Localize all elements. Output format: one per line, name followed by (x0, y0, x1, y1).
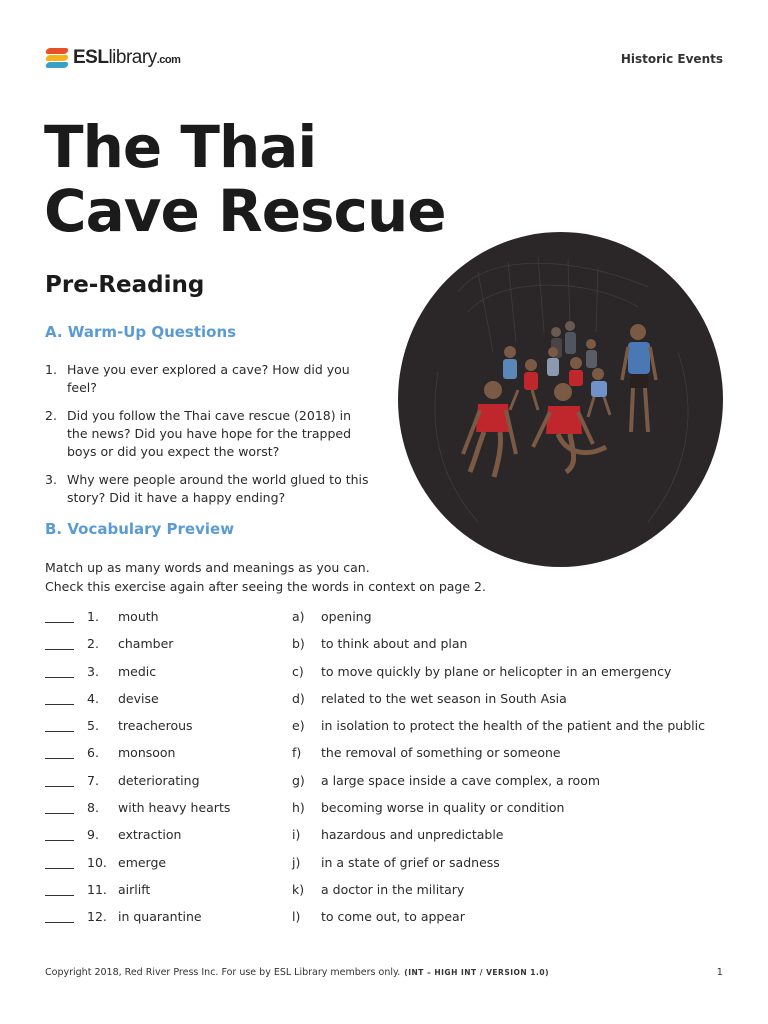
title-line-1: The Thai (44, 113, 317, 181)
vocab-word: with heavy hearts (118, 800, 231, 816)
answer-blank[interactable] (45, 731, 74, 732)
vocab-row (45, 826, 735, 853)
definition-text: opening (321, 609, 372, 624)
vocab-word: mouth (118, 609, 159, 624)
vocab-word: treacherous (118, 718, 193, 734)
vocab-row (45, 608, 735, 635)
vocab-number: 2. (87, 636, 99, 652)
answer-blank[interactable] (45, 622, 74, 623)
answer-blank[interactable] (45, 677, 74, 678)
page-title (44, 115, 446, 243)
definition-letter: a) (292, 609, 305, 624)
section-title: Pre-Reading (45, 272, 205, 298)
vocab-word: extraction (118, 827, 182, 843)
vocab-number: 12. (87, 909, 107, 925)
vocab-number: 4. (87, 690, 99, 706)
vocab-word: chamber (118, 636, 174, 652)
vocab-word: airlift (118, 881, 151, 897)
definition-text: to think about and plan (321, 636, 468, 652)
question-item (45, 361, 375, 397)
definition-letter: l) (292, 909, 301, 925)
question-number: 3. (45, 472, 57, 487)
vocab-row (45, 772, 735, 799)
vocab-number: 5. (87, 718, 99, 734)
definition-text: the removal of something or someone (321, 745, 561, 761)
definition-letter: f) (292, 745, 302, 761)
vocab-word: emerge (118, 854, 167, 870)
answer-blank[interactable] (45, 649, 74, 650)
vocab-list (45, 608, 735, 936)
definition-text: hazardous and unpredictable (321, 827, 504, 843)
vocab-number: 3. (87, 663, 99, 679)
answer-blank[interactable] (45, 786, 74, 787)
definition-text: a doctor in the military (321, 881, 465, 897)
vocab-number: 11. (87, 881, 107, 897)
question-number: 2. (45, 408, 57, 423)
vocab-row (45, 690, 735, 717)
question-number: 1. (45, 362, 57, 377)
definition-letter: i) (292, 827, 301, 843)
vocab-row (45, 799, 735, 826)
definition-letter: g) (292, 772, 305, 788)
question-item (45, 471, 375, 507)
vocab-row (45, 663, 735, 690)
question-text: Did you follow the Thai cave rescue (2018) in the news? Did you have hope for the trapped boys or did you expect the worst? (67, 408, 352, 459)
vocab-row (45, 881, 735, 908)
definition-letter: d) (292, 690, 305, 706)
logo-stripes-icon (46, 46, 70, 70)
vocab-row (45, 717, 735, 744)
vocab-row (45, 854, 735, 881)
vocab-row (45, 908, 735, 935)
answer-blank[interactable] (45, 868, 74, 869)
answer-blank[interactable] (45, 895, 74, 896)
answer-blank[interactable] (45, 704, 74, 705)
esl-library-logo (46, 44, 180, 72)
vocab-word: devise (118, 690, 159, 706)
vocab-word: medic (118, 663, 157, 679)
version-label: (INT – HIGH INT / VERSION 1.0) (404, 968, 549, 977)
definition-text: a large space inside a cave complex, a room (321, 772, 601, 788)
definition-letter: e) (292, 718, 305, 734)
definition-letter: c) (292, 663, 304, 679)
definition-text: in isolation to protect the health of the patient and the public (321, 718, 705, 734)
vocab-word: in quarantine (118, 909, 202, 925)
definition-letter: k) (292, 881, 305, 897)
question-text: Why were people around the world glued to this story? Did it have a happy ending? (67, 472, 369, 505)
vocab-number: 10. (87, 854, 107, 870)
definition-text: related to the wet season in South Asia (321, 690, 567, 706)
answer-blank[interactable] (45, 813, 74, 814)
vocab-row (45, 635, 735, 662)
footer (45, 967, 549, 978)
warmup-questions (45, 361, 375, 517)
vocab-instructions (45, 558, 486, 596)
vocab-number: 1. (87, 609, 99, 624)
definition-text: to move quickly by plane or helicopter in an emergency (321, 663, 672, 679)
title-line-2: Cave Rescue (44, 177, 446, 245)
vocab-number: 7. (87, 772, 99, 788)
definition-letter: b) (292, 636, 305, 652)
logo-text: ESLlibrary.com (73, 47, 181, 68)
question-text: Have you ever explored a cave? How did you feel? (67, 362, 350, 395)
definition-text: in a state of grief or sadness (321, 854, 500, 870)
answer-blank[interactable] (45, 840, 74, 841)
cave-illustration (398, 232, 723, 567)
instruction-line-2: Check this exercise again after seeing the words in context on page 2. (45, 579, 486, 594)
vocab-number: 8. (87, 800, 99, 816)
cave-boys-illustration-icon (398, 232, 723, 567)
answer-blank[interactable] (45, 758, 74, 759)
warmup-heading: A. Warm-Up Questions (45, 323, 237, 341)
vocab-heading: B. Vocabulary Preview (45, 520, 235, 538)
vocab-number: 6. (87, 745, 99, 761)
definition-text: becoming worse in quality or condition (321, 800, 565, 816)
copyright-text: Copyright 2018, Red River Press Inc. For use by ESL Library members only. (45, 967, 401, 978)
definition-text: to come out, to appear (321, 909, 465, 925)
vocab-row (45, 744, 735, 771)
question-item (45, 407, 375, 461)
definition-letter: j) (292, 854, 301, 870)
vocab-word: monsoon (118, 745, 176, 761)
vocab-number: 9. (87, 827, 99, 843)
page-number: 1 (716, 967, 723, 978)
category-label: Historic Events (620, 52, 723, 66)
instruction-line-1: Match up as many words and meanings as you can. (45, 560, 370, 575)
definition-letter: h) (292, 800, 305, 816)
answer-blank[interactable] (45, 922, 74, 923)
vocab-word: deteriorating (118, 772, 200, 788)
